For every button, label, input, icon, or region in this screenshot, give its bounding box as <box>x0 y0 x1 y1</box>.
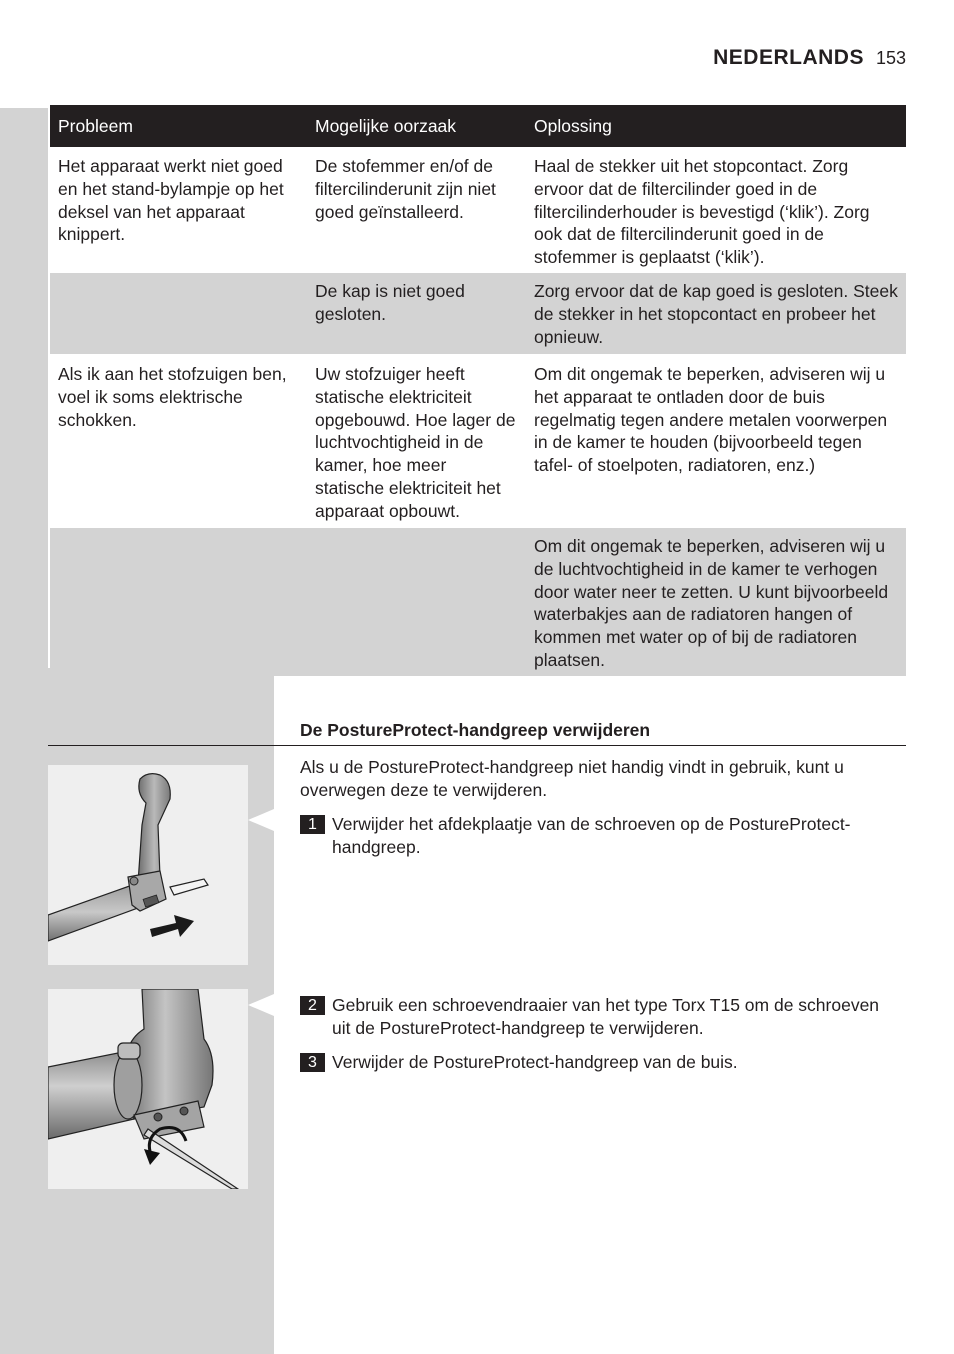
troubleshooting-table <box>50 105 906 676</box>
cause-cell <box>307 528 526 676</box>
cause-cell: De stofemmer en/of de filtercilinderunit zijn niet goed geïnstalleerd. <box>307 148 526 273</box>
column-header-problem: Probleem <box>50 105 307 148</box>
solution-cell: Zorg ervoor dat de kap goed is gesloten. Steek de stekker in het stopcontact en probeer het opnieuw. <box>526 273 906 355</box>
table-row <box>50 355 906 528</box>
problem-cell: Het apparaat werkt niet goed en het stand-bylampje op het deksel van het apparaat knippert. <box>50 148 307 273</box>
step-2 <box>300 994 900 1040</box>
table-row <box>50 273 906 355</box>
handle-cover-removal-illustration <box>48 765 248 965</box>
step-number-badge: 3 <box>300 1053 325 1072</box>
cause-cell: Uw stofzuiger heeft statische elektriciteit opgebouwd. Hoe lager de luchtvochtigheid in de kamer, hoe meer statische elektriciteit het apparaat opbouwt. <box>307 355 526 528</box>
problem-cell <box>50 528 307 676</box>
table-header-row <box>50 105 906 148</box>
step-text: Verwijder de PostureProtect-handgreep van de buis. <box>332 1052 738 1072</box>
page-header <box>713 46 906 70</box>
solution-cell: Om dit ongemak te beperken, adviseren wij u de luchtvochtigheid in de kamer te verhogen door water neer te zetten. U kunt bijvoorbeeld waterbakjes aan de radiatoren hangen of kommen met water op of bij de radiatoren plaatsen. <box>526 528 906 676</box>
problem-cell <box>50 273 307 355</box>
step-number-badge: 2 <box>300 996 325 1015</box>
screwdriver-torx-illustration <box>48 989 248 1189</box>
solution-cell: Om dit ongemak te beperken, adviseren wij u het apparaat te ontladen door de buis regelmatig tegen andere metalen voorwerpen in de kamer te houden (bijvoorbeeld tegen tafel- of stoelpoten, radiatoren, enz.) <box>526 355 906 528</box>
problem-cell: Als ik aan het stofzuigen ben, voel ik soms elektrische schokken. <box>50 355 307 528</box>
cause-cell: De kap is niet goed gesloten. <box>307 273 526 355</box>
illustration-pointer <box>248 809 274 831</box>
table-row <box>50 528 906 676</box>
section-intro: Als u de PostureProtect-handgreep niet handig vindt in gebruik, kunt u overwegen deze te verwijderen. <box>300 757 844 800</box>
table-row <box>50 148 906 273</box>
section-title: De PostureProtect-handgreep verwijderen <box>300 720 651 740</box>
solution-cell: Haal de stekker uit het stopcontact. Zorg ervoor dat de filtercilinder goed in de filtercilinderhouder is bevestigd (‘klik’). Zorg ook dat de filtercilinderunit goed in de stofemmer is geplaatst (‘klik’). <box>526 148 906 273</box>
language-title: NEDERLANDS <box>713 46 864 69</box>
column-header-cause: Mogelijke oorzaak <box>307 105 526 148</box>
page-number: 153 <box>875 48 906 68</box>
illustration-pointer <box>248 994 274 1016</box>
step-text: Gebruik een schroevendraaier van het type Torx T15 om de schroeven uit de PostureProtect-handgreep te verwijderen. <box>332 995 880 1038</box>
section-divider <box>48 745 906 746</box>
step-number-badge: 1 <box>300 815 325 834</box>
step-text: Verwijder het afdekplaatje van de schroeven op de PostureProtect-handgreep. <box>332 814 851 857</box>
step-3 <box>300 1051 900 1074</box>
column-header-solution: Oplossing <box>526 105 906 148</box>
step-1 <box>300 813 900 859</box>
